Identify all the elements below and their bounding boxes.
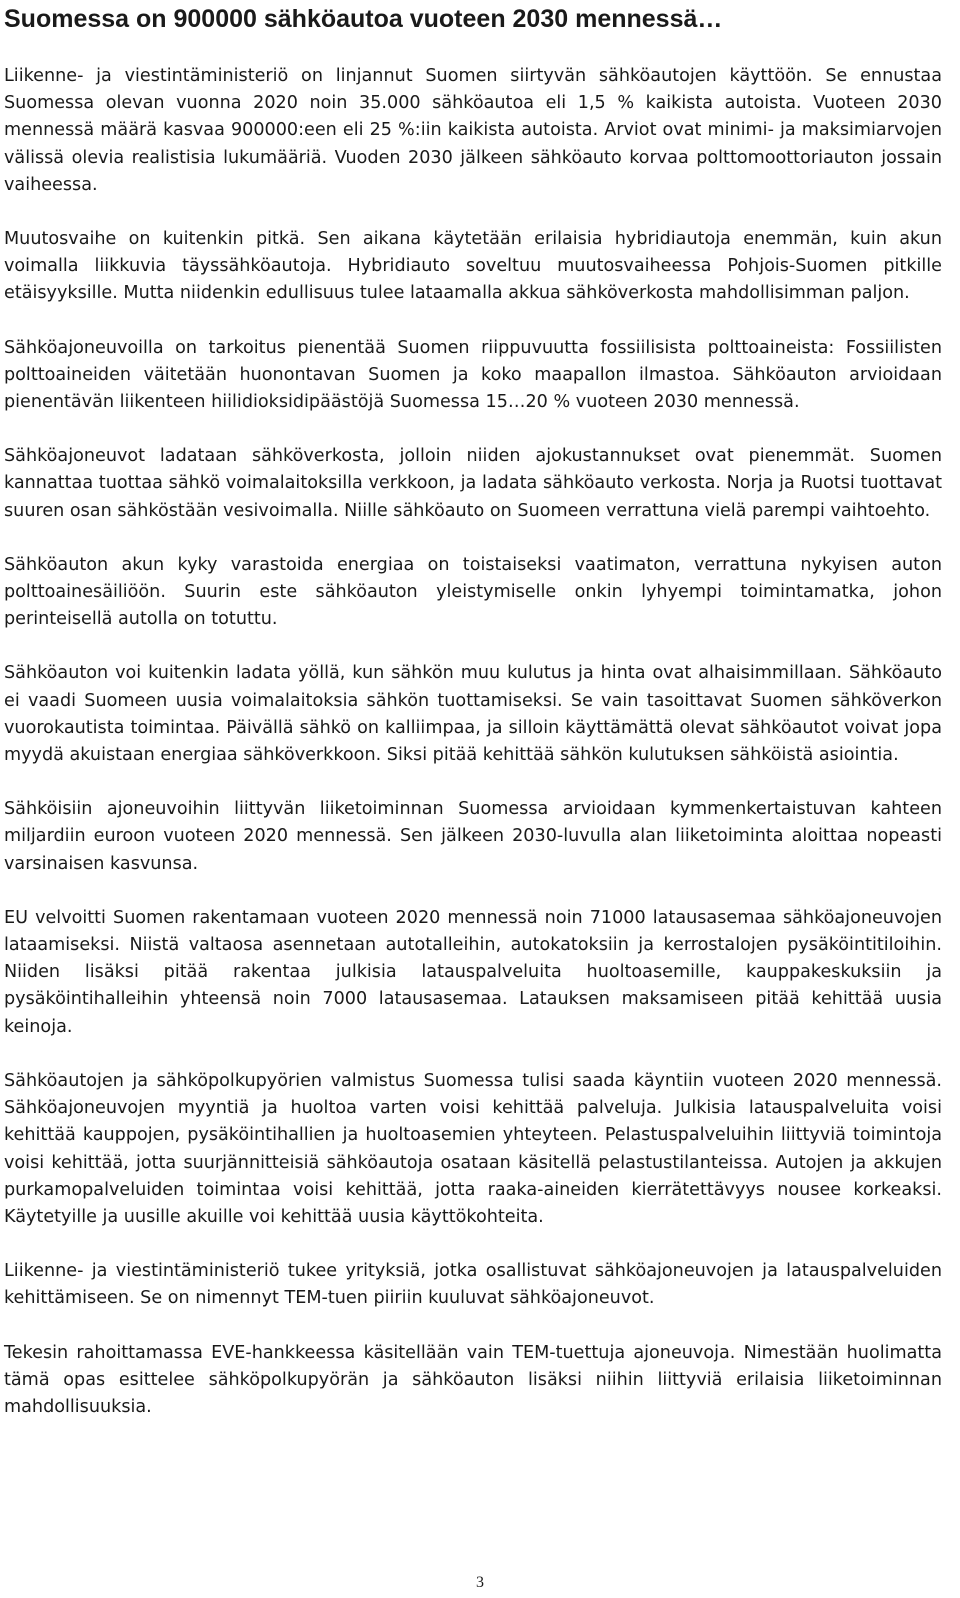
paragraph-ministry-support: Liikenne- ja viestintäministeriö tukee yrityksiä, jotka osallistuvat sähköajoneuvojen ja latauspalveluiden kehittämiseen. Se on nimennyt TEM-tuen piiriin kuuluvat sähköajoneuvot. xyxy=(4,1261,942,1309)
paragraph-battery-capacity: Sähköauton akun kyky varastoida energiaa on toistaiseksi vaatimaton, verrattuna nykyisen auton polttoainesäiliöön. Suurin este sähköauton yleistymiselle onkin lyhyempi toimintamatka, johon perinteisellä autolla on totuttu. xyxy=(4,554,942,630)
paragraph-fossil-fuel-dependence: Sähköajoneuvoilla on tarkoitus pienentää Suomen riippuvuutta fossiilisista polttoaineista: Fossiilisten polttoaineiden väitetään huonontavan Suomen ja koko maapallon ilmastoa. Sähköauton arvioidaan pienentävän liikenteen hiilidioksidipäästöjä Suomessa 15…20 % vuoteen 2030 mennessä. xyxy=(4,337,942,413)
paragraph-transition-phase: Muutosvaihe on kuitenkin pitkä. Sen aikana käytetään erilaisia hybridiautoja enemmän, kuin akun voimalla liikkuvia täyssähköautoja. Hybridiauto soveltuu muutosvaiheessa Pohjois-Suomen pitkille etäisyyksille. Mutta niidenkin edullisuus tulee lataamalla akkua sähköverkosta mahdollisimman paljon. xyxy=(4,229,942,304)
paragraph-eu-charging-stations: EU velvoitti Suomen rakentamaan vuoteen 2020 mennessä noin 71000 latausasemaa sähköajoneuvojen lataamiseksi. Niistä valtaosa asennetaan autotalleihin, autokatoksiin ja kerrostalojen pysäköintitiloihin. Niiden lisäksi pitää rakentaa julkisia latauspalveluita huoltoasemille, kauppakeskuksiin ja pysäköintihalleihin yhteensä noin 7000 latausasemaa. Latauksen maksamiseen pitää kehittää uusia keinoja. xyxy=(4,907,942,1037)
paragraph-ev-forecast: Liikenne- ja viestintäministeriö on linjannut Suomen siirtyvän sähköautojen käyttöön. Se ennustaa Suomessa olevan vuonna 2020 noin 35.000 sähköautoa eli 1,5 % kaikista autoista. Vuoteen 2030 mennessä määrä kasvaa 900000:een eli 25 %:iin kaikista autoista. Arviot ovat minimi- ja maksimiarvojen välissä olevia realistisia lukumääriä. Vuoden 2030 jälkeen sähköauto korvaa polttomoottoriauton jossain vaiheessa. xyxy=(4,66,942,195)
paragraph-eve-project: Tekesin rahoittamassa EVE-hankkeessa käsitellään vain TEM-tuettuja ajoneuvoja. Nimestään huolimatta tämä opas esittelee sähköpolkupyörän ja sähköauton lisäksi niihin liittyviä erilaisia liiketoiminnan mahdollisuuksia. xyxy=(4,1342,942,1417)
paragraph-charging-costs: Sähköajoneuvot ladataan sähköverkosta, jolloin niiden ajokustannukset ovat pienemmät. Suomen kannattaa tuottaa sähkö voimalaitoksilla verkkoon, ja ladata sähköauto verkosta. Norja ja Ruotsi tuottavat suuren osan sähköstään vesivoimalla. Niille sähköauto on Suomeen verrattuna vielä parempi vaihtoehto. xyxy=(4,446,942,521)
page-title: Suomessa on 900000 sähköautoa vuoteen 2030 mennessä… xyxy=(4,5,723,33)
paragraph-manufacturing-services: Sähköautojen ja sähköpolkupyörien valmistus Suomessa tulisi saada käyntiin vuoteen 2020 mennessä. Sähköajoneuvojen myyntiä ja huoltoa varten voisi kehittää palveluja. Julkisia latauspalveluita voisi kehittää kauppojen, pysäköintihallien ja huoltoasemien yhteyteen. Pelastuspalveluihin liittyviä toimintoja voisi kehittää, jotta suurjännitteisiä sähköautoja osataan käsitellä pelastustilanteissa. Autojen ja akkujen purkamopalveluiden toimintaa voisi kehittää, jotta raaka-aineiden kierrätettävyys nousee korkeaksi. Käytetyille ja uusille akuille voi kehittää uusia käyttökohteita. xyxy=(4,1070,942,1227)
paragraph-business-growth: Sähköisiin ajoneuvoihin liittyvän liiketoiminnan Suomessa arvioidaan kymmenkertaistuvan kahteen miljardiin euroon vuoteen 2020 mennessä. Sen jälkeen 2030-luvulla alan liiketoiminta aloittaa nopeasti varsinaisen kasvunsa. xyxy=(4,799,942,874)
page-number: 3 xyxy=(476,1574,484,1591)
paragraph-night-charging: Sähköauton voi kuitenkin ladata yöllä, kun sähkön muu kulutus ja hinta ovat alhaisimmillaan. Sähköauto ei vaadi Suomeen uusia voimalaitoksia sähkön tuottamiseksi. Se vain tasoittavat Suomen sähköverkon vuorokautista toimintaa. Päivällä sähkö on kalliimpaa, ja silloin käyttämättä olevat sähköautot voivat jopa myydä akuistaan energiaa sähköverkkoon. Siksi pitää kehittää sähkön kulutuksen sähköistä asiointia. xyxy=(4,663,942,766)
